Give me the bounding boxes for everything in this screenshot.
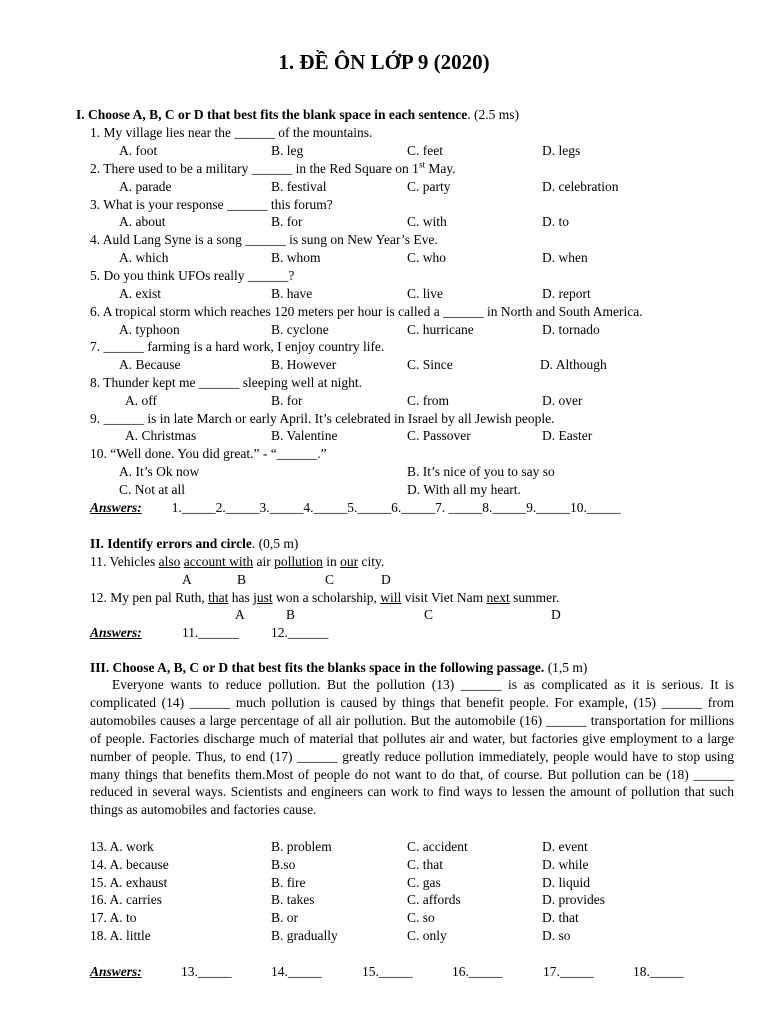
q11-option-a[interactable]: also	[158, 554, 181, 569]
q11-option-b[interactable]: account with	[183, 554, 254, 569]
answer-blank-13[interactable]: 13._____	[181, 964, 232, 979]
answer-blank-18[interactable]: 18._____	[633, 964, 684, 979]
option-d: D. provides	[542, 892, 605, 907]
option-b: B. However	[271, 357, 337, 372]
q12-option-a[interactable]: that	[208, 590, 229, 605]
question-stem: 8. Thunder kept me ______ sleeping well at night.	[90, 375, 362, 390]
option-b: B. whom	[271, 250, 321, 265]
option-d: D. tornado	[542, 322, 600, 337]
option-d: D. With all my heart.	[407, 482, 521, 497]
section-3-heading	[90, 659, 587, 677]
q11-text: city.	[358, 554, 385, 569]
q11-letter-d: D	[381, 572, 391, 587]
option-d: D. legs	[542, 143, 581, 158]
option-a: A. parade	[119, 179, 172, 194]
question-stem: 5. Do you think UFOs really ______?	[90, 268, 295, 283]
question-stem: 9. ______ is in late March or early April. It’s celebrated in Israel by all Jewish people.	[90, 411, 555, 426]
question-stem	[90, 160, 456, 178]
option-a: 14. A. because	[90, 857, 169, 872]
question-stem: 7. ______ farming is a hard work, I enjoy country life.	[90, 339, 385, 354]
option-c: C. hurricane	[407, 322, 474, 337]
option-b: B. cyclone	[271, 322, 329, 337]
option-b: B. takes	[271, 892, 315, 907]
option-a: A. It’s Ok now	[119, 464, 200, 479]
section-3-heading-text: III. Choose A, B, C or D that best fits the blanks space in the following passage.	[90, 660, 545, 675]
q11-text: Vehicles	[109, 554, 159, 569]
q12-option-b[interactable]: just	[253, 590, 273, 605]
answer-blank-12[interactable]: 12.______	[271, 625, 329, 640]
section-1-heading-text: I. Choose A, B, C or D that best fits the blank space in each sentence	[76, 107, 468, 122]
option-d: D. so	[542, 928, 571, 943]
passage-text: Everyone wants to reduce pollution. But the pollution (13) ______ is as complicated as it is serious. It is complicated (14) ______ much pollution is caused by things that benefit people. For example, (15) ______ from automobiles causes a large percentage of all air pollution. But the automobile (16) ______ transportation for millions of people. Factories discharge much of material that pollutes air and water, but factories give employment to a large number of people. Thus, to end (17) ______ greatly reduce pollution immediately, people would have to stop using many things that benefits them.Most of people do not want to do that, of course. But pollution can be (18) ______ reduced in several ways. Scientists and engineers can work to find ways to lessen the amount of pollution that such things as automobiles and factories cause.	[90, 677, 734, 818]
option-c: C. only	[407, 928, 447, 943]
answers-label: Answers:	[90, 964, 142, 979]
option-d: D. event	[542, 839, 588, 854]
answer-blank-16[interactable]: 16._____	[452, 964, 503, 979]
q12-text: won a scholarship,	[272, 590, 381, 605]
option-b: B. gradually	[271, 928, 338, 943]
option-d: D. report	[542, 286, 591, 301]
option-b: B. have	[271, 286, 313, 301]
q11-text: in	[322, 554, 341, 569]
option-b: B. leg	[271, 143, 304, 158]
q12-option-d[interactable]: next	[486, 590, 510, 605]
stem-text-end: May.	[424, 161, 456, 176]
option-d: D. when	[542, 250, 588, 265]
answer-blank-17[interactable]: 17._____	[543, 964, 594, 979]
option-c: C. with	[407, 214, 447, 229]
option-a: A. exist	[119, 286, 161, 301]
option-a: 17. A. to	[90, 910, 137, 925]
option-b: B. for	[271, 214, 303, 229]
option-c: C. party	[407, 179, 451, 194]
question-stem: 10. “Well done. You did great.” - “______.”	[90, 446, 327, 461]
answers-label: Answers:	[90, 625, 142, 640]
option-a: A. Because	[119, 357, 181, 372]
q12-option-c[interactable]: will	[380, 590, 402, 605]
option-c: C. so	[407, 910, 435, 925]
q12-letter-b: B	[286, 607, 296, 622]
option-a: A. Christmas	[125, 428, 197, 443]
q11-option-d[interactable]: our	[340, 554, 359, 569]
option-a: 18. A. little	[90, 928, 151, 943]
q12-letter-c: C	[424, 607, 434, 622]
option-c: C. Passover	[407, 428, 471, 443]
section-2-heading	[90, 535, 298, 553]
option-b: B. festival	[271, 179, 327, 194]
question-stem: 1. My village lies near the ______ of the mountains.	[90, 125, 373, 140]
q12-letter-a: A	[235, 607, 245, 622]
section-1-heading	[76, 106, 519, 124]
option-c: C. live	[407, 286, 443, 301]
option-b: B. fire	[271, 875, 306, 890]
q11-letter-c: C	[325, 572, 335, 587]
q12-text: has	[228, 590, 254, 605]
option-c: C. Since	[407, 357, 453, 372]
option-c: C. gas	[407, 875, 441, 890]
option-a: A. which	[119, 250, 169, 265]
section-3-answers	[90, 963, 142, 981]
option-b: B. Valentine	[271, 428, 338, 443]
option-a: A. foot	[119, 143, 158, 158]
section-3-marks: (1,5 m)	[544, 660, 588, 675]
option-a: A. typhoon	[119, 322, 180, 337]
q11-letter-a: A	[182, 572, 192, 587]
page-title: 1. ĐỀ ÔN LỚP 9 (2020)	[278, 50, 490, 74]
question-12	[90, 589, 559, 607]
q11-option-c[interactable]: pollution	[274, 554, 323, 569]
option-a: A. about	[119, 214, 166, 229]
section-2-heading-text: II. Identify errors and circle	[90, 536, 252, 551]
q12-text: My pen pal Ruth,	[110, 590, 209, 605]
option-d: D. while	[542, 857, 589, 872]
q11-letter-b: B	[237, 572, 247, 587]
q12-text: visit Viet Nam	[401, 590, 487, 605]
q12-num: 12.	[90, 590, 111, 605]
option-b: B.so	[271, 857, 296, 872]
option-a: A. off	[125, 393, 157, 408]
option-d: D. Although	[540, 357, 607, 372]
option-d: D. Easter	[542, 428, 593, 443]
q11-num: 11.	[90, 554, 110, 569]
option-c: C. Not at all	[119, 482, 185, 497]
option-d: D. liquid	[542, 875, 591, 890]
option-d: D. that	[542, 910, 579, 925]
q11-text: air	[253, 554, 275, 569]
option-b: B. It’s nice of you to say so	[407, 464, 555, 479]
answer-blank-15[interactable]: 15._____	[362, 964, 413, 979]
option-c: C. that	[407, 857, 443, 872]
ordinal-suffix: st	[418, 159, 425, 170]
q12-text: summer.	[509, 590, 560, 605]
stem-text: 2. There used to be a military ______ in the Red Square on 1	[90, 161, 419, 176]
option-d: D. celebration	[542, 179, 619, 194]
option-c: C. affords	[407, 892, 461, 907]
answers-blanks[interactable]: 1._____2._____3._____4._____5._____6._____7. _____8._____9._____10._____	[171, 500, 621, 515]
option-b: B. problem	[271, 839, 332, 854]
option-b: B. or	[271, 910, 298, 925]
option-c: C. accident	[407, 839, 468, 854]
option-c: C. who	[407, 250, 447, 265]
option-d: D. over	[542, 393, 583, 408]
option-a: 16. A. carries	[90, 892, 162, 907]
section-1-answers	[90, 499, 621, 517]
section-2-answers	[90, 624, 142, 642]
answer-blank-14[interactable]: 14._____	[271, 964, 322, 979]
section-1-marks: . (2.5 ms)	[467, 107, 520, 122]
option-c: C. feet	[407, 143, 443, 158]
option-b: B. for	[271, 393, 303, 408]
answer-blank-11[interactable]: 11.______	[182, 625, 239, 640]
question-stem: 6. A tropical storm which reaches 120 meters per hour is called a ______ in North and South America.	[90, 304, 643, 319]
question-11	[90, 553, 384, 571]
option-c: C. from	[407, 393, 449, 408]
option-a: 13. A. work	[90, 839, 154, 854]
q12-letter-d: D	[551, 607, 561, 622]
section-2-marks: . (0,5 m)	[251, 536, 299, 551]
option-a: 15. A. exhaust	[90, 875, 168, 890]
reading-passage	[90, 676, 734, 819]
option-d: D. to	[542, 214, 569, 229]
question-stem: 3. What is your response ______ this forum?	[90, 197, 333, 212]
question-stem: 4. Auld Lang Syne is a song ______ is sung on New Year’s Eve.	[90, 232, 438, 247]
answers-label: Answers:	[90, 500, 142, 515]
